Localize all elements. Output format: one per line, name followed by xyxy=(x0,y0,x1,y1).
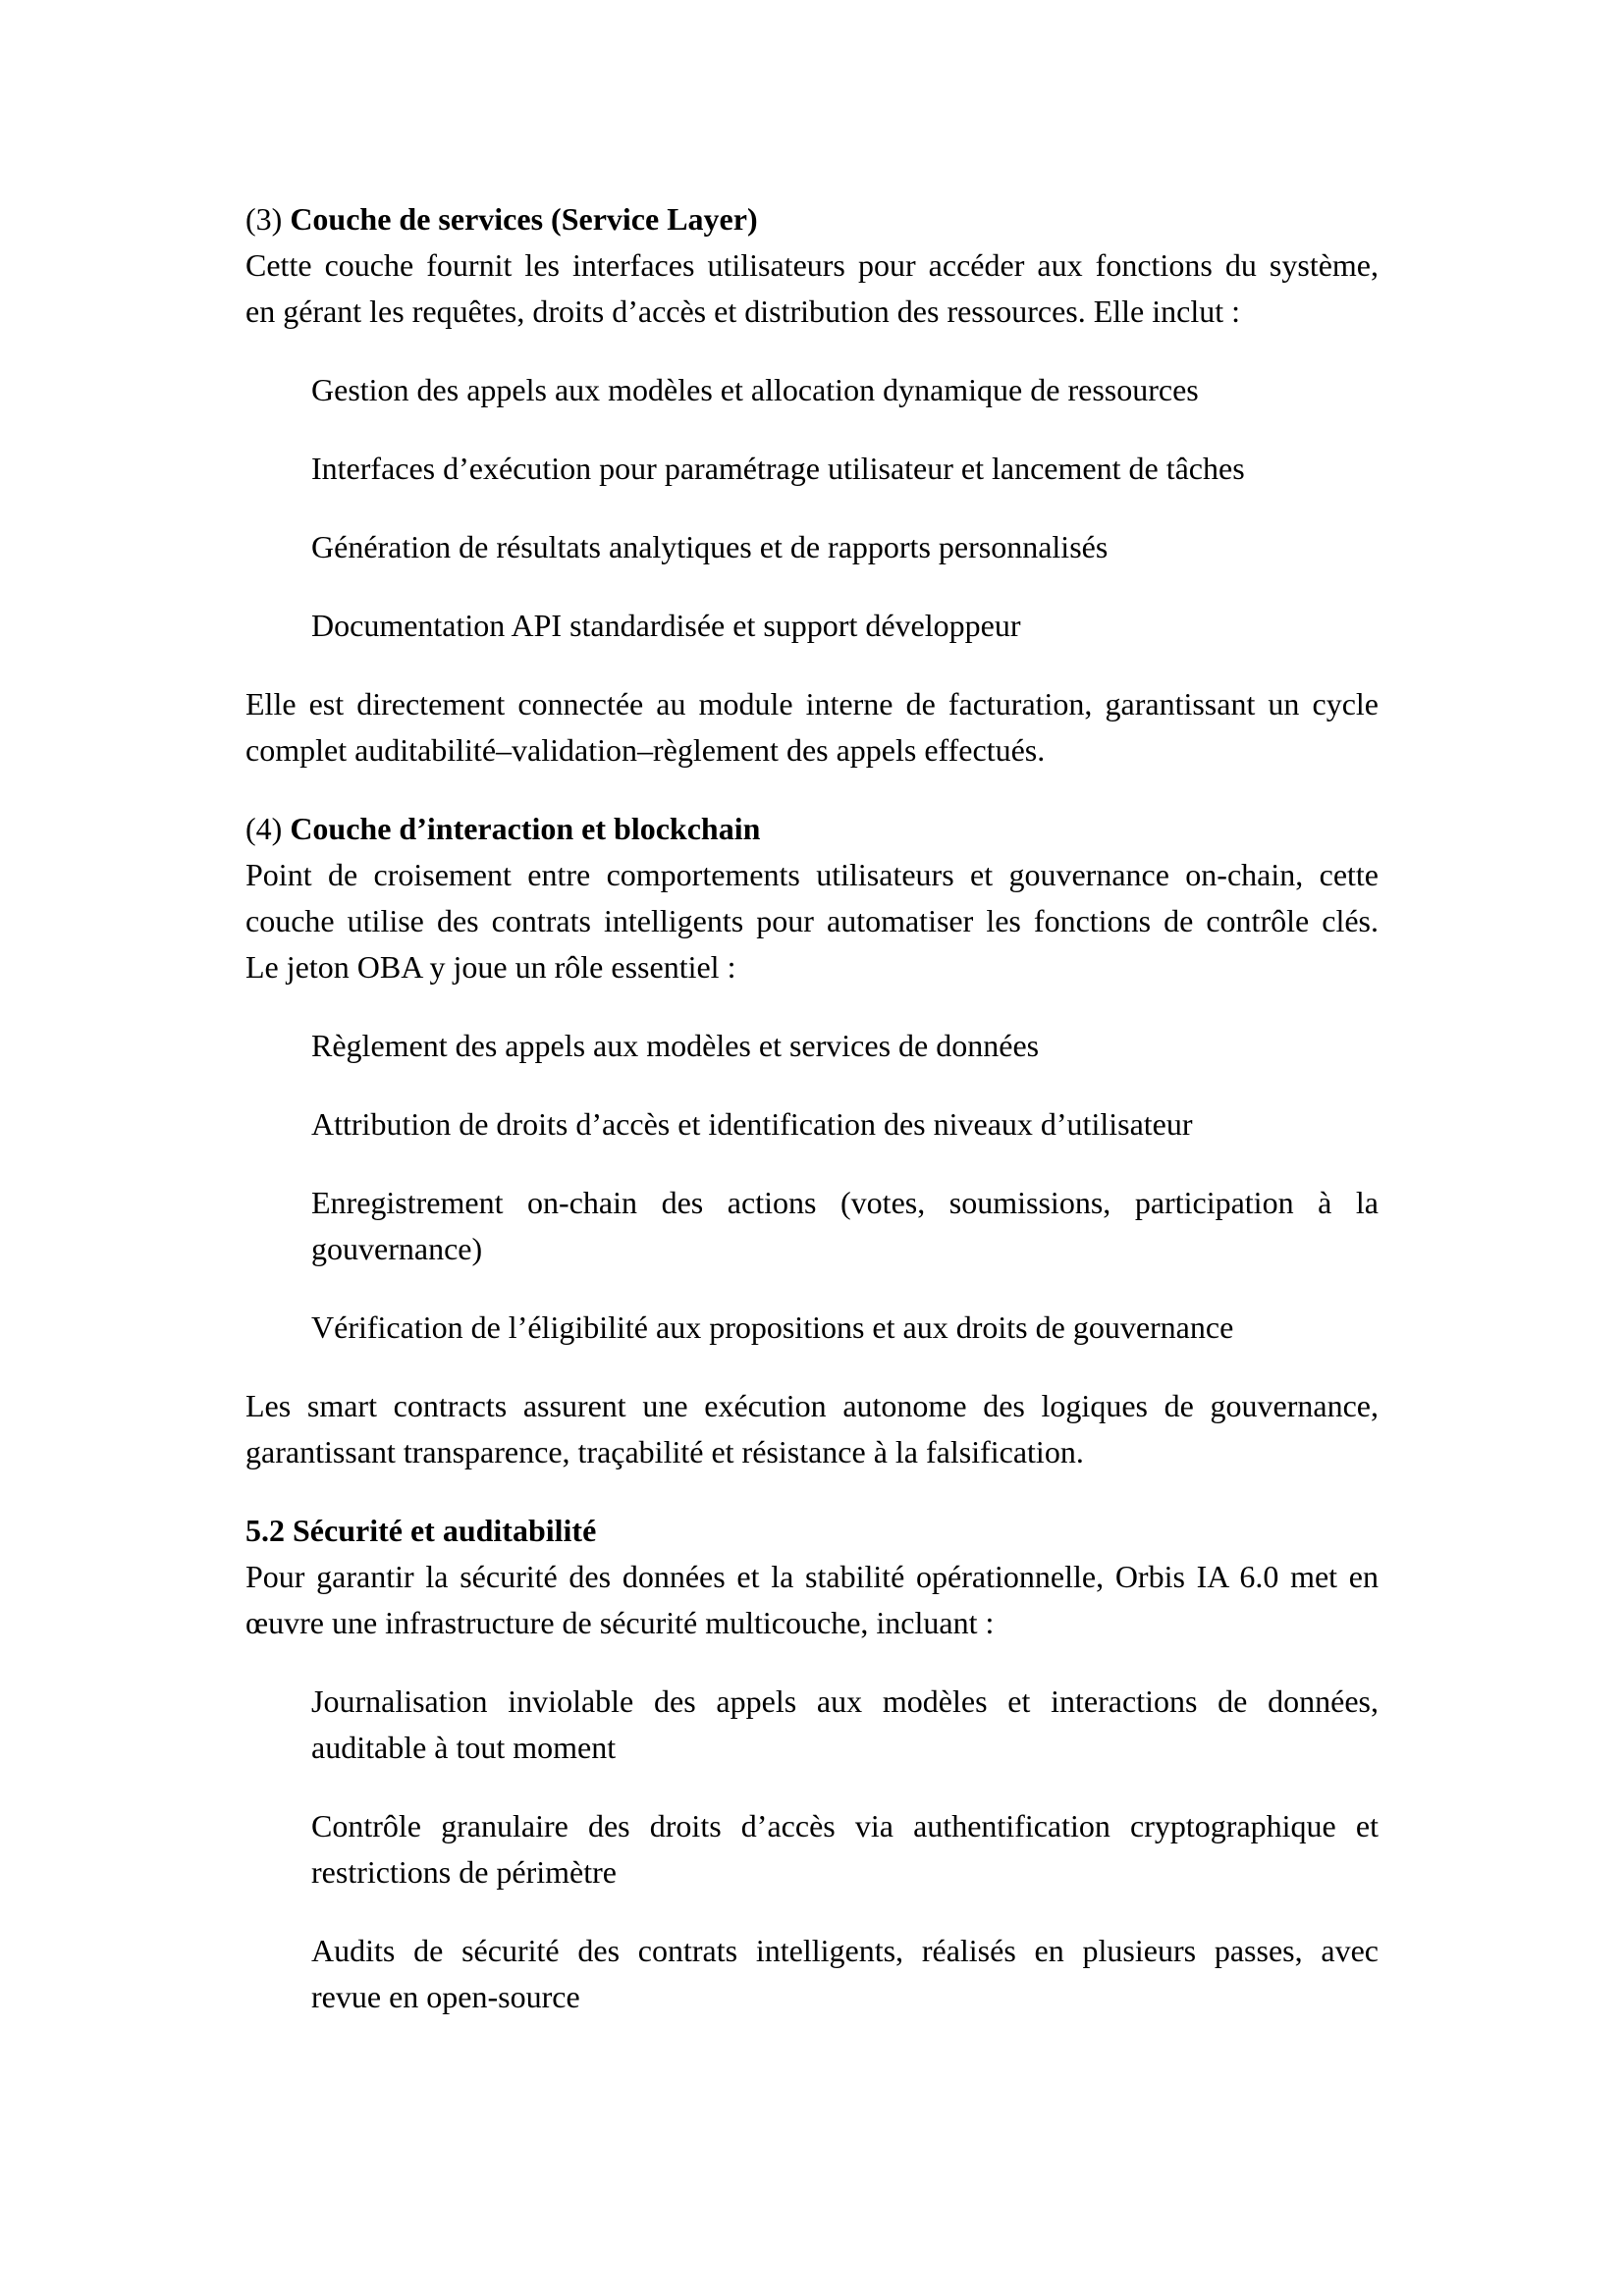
text-line: couche utilise des contrats intelligents pour automatiser les fonctions de contrôle clés. xyxy=(245,903,1379,938)
text-line: Génération de résultats analytiques et de rapports personnalisés xyxy=(311,529,1109,564)
text-line: Les smart contracts assurent une exécution autonome des logiques de gouvernance, xyxy=(245,1388,1379,1423)
text-line: Enregistrement on-chain des actions (votes, soumissions, participation à la xyxy=(311,1185,1379,1220)
list-item xyxy=(311,446,1379,492)
list-item xyxy=(311,1101,1379,1148)
section-heading xyxy=(245,806,1379,852)
text-line: Point de croisement entre comportements utilisateurs et gouvernance on-chain, cette xyxy=(245,857,1379,892)
heading-title: 5.2 Sécurité et auditabilité xyxy=(245,1513,597,1548)
section-heading xyxy=(245,196,1379,242)
text-line: Le jeton OBA y joue un rôle essentiel : xyxy=(245,949,736,985)
list-item xyxy=(311,1305,1379,1351)
text-line: Contrôle granulaire des droits d’accès via authentification cryptographique et xyxy=(311,1808,1379,1843)
text-line: auditable à tout moment xyxy=(311,1730,617,1765)
list-item xyxy=(311,524,1379,570)
heading-title: Couche d’interaction et blockchain xyxy=(290,811,761,846)
paragraph xyxy=(245,242,1379,335)
list-item xyxy=(311,1180,1379,1272)
text-line: complet auditabilité–validation–règlement des appels effectués. xyxy=(245,732,1046,768)
paragraph xyxy=(245,852,1379,990)
text-line: Vérification de l’éligibilité aux propositions et aux droits de gouvernance xyxy=(311,1309,1234,1345)
list-item xyxy=(311,1928,1379,2020)
section-heading xyxy=(245,1508,1379,1554)
text-line: en gérant les requêtes, droits d’accès et distribution des ressources. Elle inclut : xyxy=(245,294,1241,329)
list-item xyxy=(311,367,1379,413)
text-line: garantissant transparence, traçabilité et résistance à la falsification. xyxy=(245,1434,1084,1469)
text-line: œuvre une infrastructure de sécurité multicouche, incluant : xyxy=(245,1605,995,1640)
paragraph xyxy=(245,1554,1379,1646)
heading-number: (4) xyxy=(245,811,291,846)
heading-line xyxy=(245,1508,1379,1554)
text-line: Gestion des appels aux modèles et allocation dynamique de ressources xyxy=(311,372,1199,407)
text-line: revue en open-source xyxy=(311,1979,580,2014)
text-line: Pour garantir la sécurité des données et la stabilité opérationnelle, Orbis IA 6.0 met en xyxy=(245,1559,1379,1594)
text-line: Documentation API standardisée et support développeur xyxy=(311,608,1021,643)
text-line: restrictions de périmètre xyxy=(311,1854,617,1890)
heading-line xyxy=(245,806,1379,852)
text-line: Cette couche fournit les interfaces utilisateurs pour accéder aux fonctions du système, xyxy=(245,247,1379,283)
heading-title: Couche de services (Service Layer) xyxy=(290,201,758,237)
text-line: Règlement des appels aux modèles et services de données xyxy=(311,1028,1040,1063)
text-line: Interfaces d’exécution pour paramétrage utilisateur et lancement de tâches xyxy=(311,451,1245,486)
list-item xyxy=(311,603,1379,649)
text-line: Attribution de droits d’accès et identification des niveaux d’utilisateur xyxy=(311,1106,1193,1142)
text-line: Journalisation inviolable des appels aux modèles et interactions de données, xyxy=(311,1683,1379,1719)
text-line: Audits de sécurité des contrats intelligents, réalisés en plusieurs passes, avec xyxy=(311,1933,1379,1968)
heading-number: (3) xyxy=(245,201,291,237)
paragraph xyxy=(245,1383,1379,1475)
text-line: gouvernance) xyxy=(311,1231,483,1266)
paragraph xyxy=(245,681,1379,774)
list-item xyxy=(311,1023,1379,1069)
list-item xyxy=(311,1803,1379,1896)
heading-line xyxy=(245,196,1379,242)
list-item xyxy=(311,1679,1379,1771)
text-line: Elle est directement connectée au module interne de facturation, garantissant un cycle xyxy=(245,686,1379,721)
